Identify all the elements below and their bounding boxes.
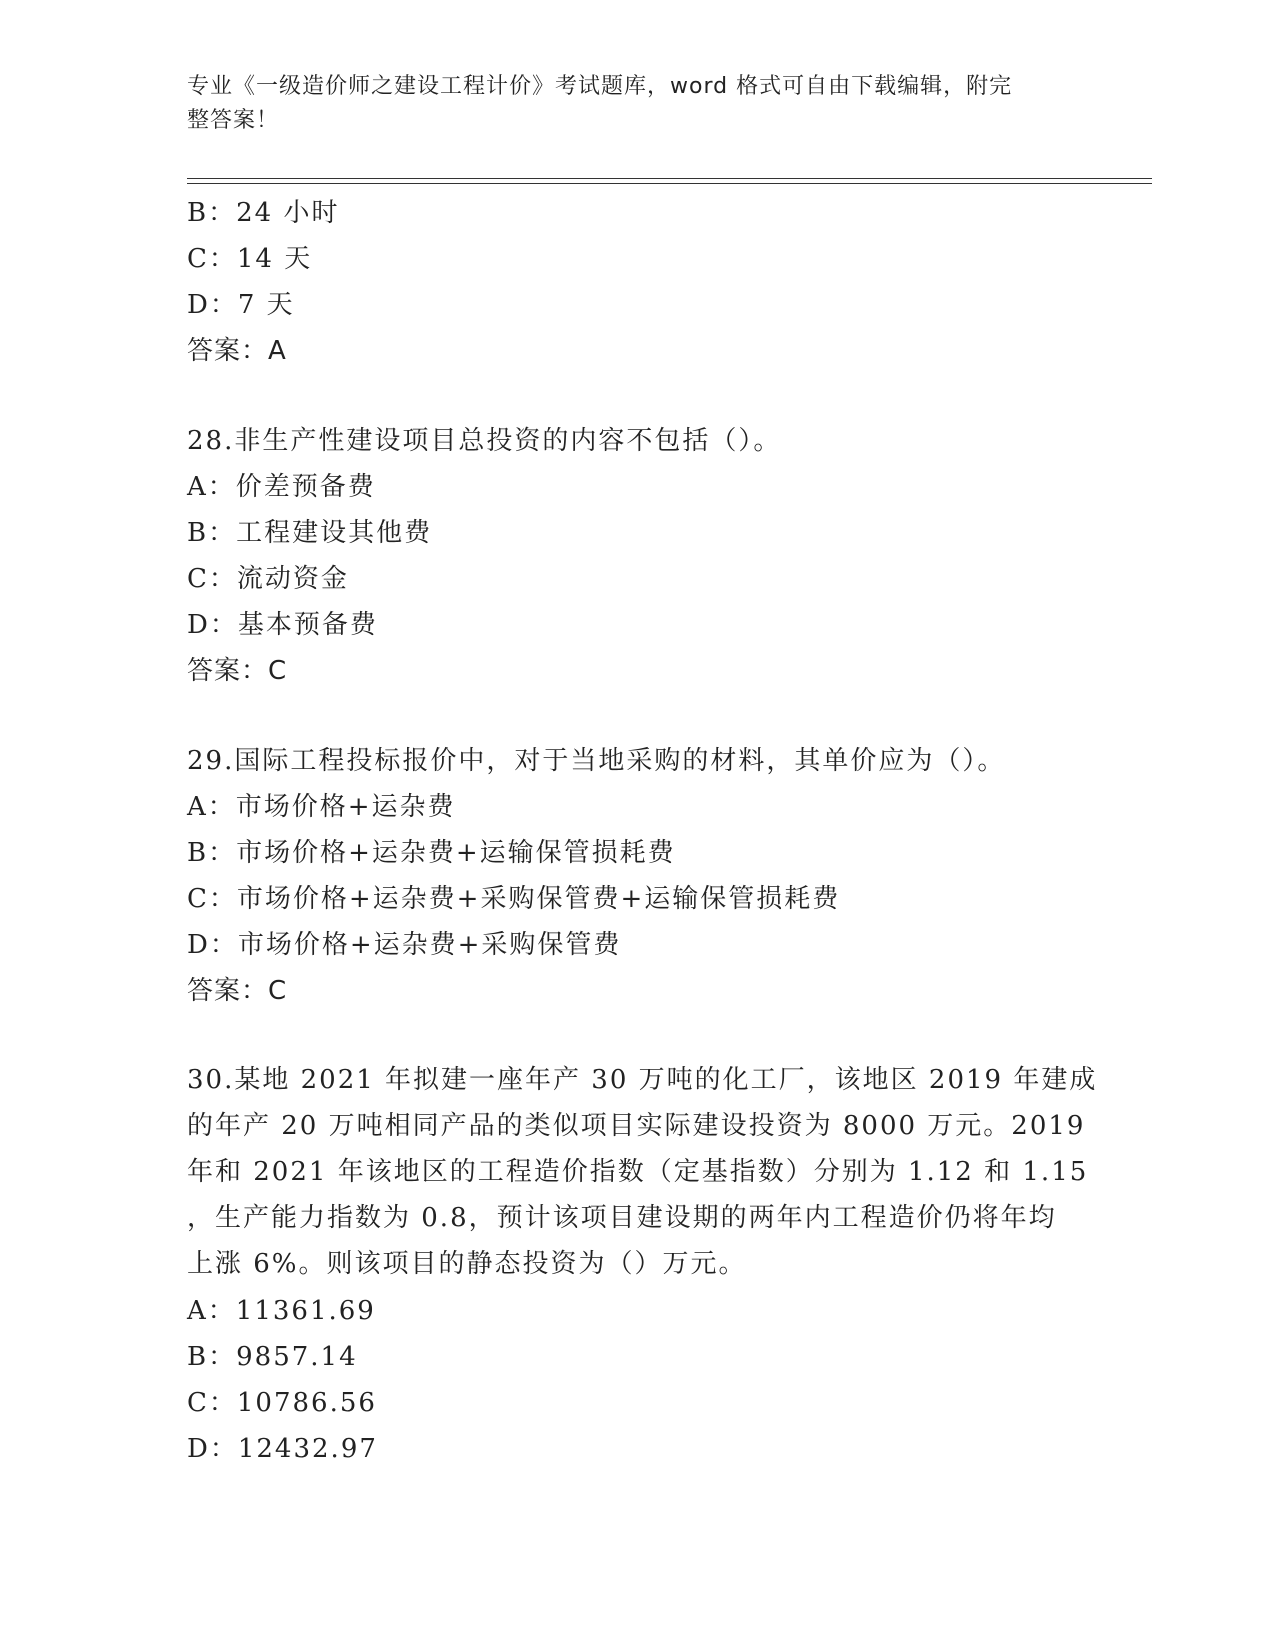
question-stem: 29.国际工程投标报价中，对于当地采购的材料，其单价应为（）。 [187, 746, 1006, 776]
question-stem-line-3: 年和 2021 年该地区的工程造价指数（定基指数）分别为 1.12 和 1.15 [187, 1157, 1089, 1187]
option-c: C：14 天 [187, 244, 313, 274]
header-line-2: 整答案！ [187, 108, 280, 133]
question-stem-line-5: 上涨 6%。则该项目的静态投资为（）万元。 [187, 1249, 747, 1279]
option-b: B：工程建设其他费 [187, 518, 433, 548]
header-divider-top [187, 178, 1152, 179]
option-a: A：市场价格+运杂费 [187, 792, 456, 822]
option-c: C：10786.56 [187, 1388, 377, 1418]
question-29 [187, 738, 1087, 1014]
question-stem-line-4: ，生产能力指数为 0.8，预计该项目建设期的两年内工程造价仍将年均 [187, 1203, 1057, 1233]
option-a: A：11361.69 [187, 1296, 376, 1326]
option-d: D：市场价格+运杂费+采购保管费 [187, 930, 622, 960]
option-d: D：12432.97 [187, 1434, 378, 1464]
option-d: D：基本预备费 [187, 610, 378, 640]
answer-line: 答案：C [187, 656, 288, 686]
header-divider-bottom [187, 183, 1152, 184]
question-stem-line-1: 30.某地 2021 年拟建一座年产 30 万吨的化工厂，该地区 2019 年建成 [187, 1065, 1098, 1095]
question-stem-line-2: 的年产 20 万吨相同产品的类似项目实际建设投资为 8000 万元。2019 [187, 1111, 1086, 1141]
option-a: A：价差预备费 [187, 472, 376, 502]
option-c: C：市场价格+运杂费+采购保管费+运输保管损耗费 [187, 884, 841, 914]
question-28 [187, 418, 1087, 694]
question-27-continued [187, 190, 1087, 374]
option-d: D：7 天 [187, 290, 295, 320]
question-content [187, 190, 1098, 1472]
question-30 [187, 1058, 1098, 1472]
spacer [187, 1014, 1087, 1058]
spacer [187, 694, 1087, 738]
answer-line: 答案：A [187, 336, 287, 366]
option-c: C：流动资金 [187, 564, 349, 594]
question-stem: 28.非生产性建设项目总投资的内容不包括（）。 [187, 426, 782, 456]
option-b: B：市场价格+运杂费+运输保管损耗费 [187, 838, 676, 868]
answer-line: 答案：C [187, 976, 288, 1006]
document-header [187, 70, 1067, 138]
option-b: B：9857.14 [187, 1342, 358, 1372]
spacer [187, 374, 1087, 418]
header-line-1: 专业《一级造价师之建设工程计价》考试题库，word 格式可自由下载编辑，附完 [187, 74, 1013, 99]
option-b: B：24 小时 [187, 198, 340, 228]
